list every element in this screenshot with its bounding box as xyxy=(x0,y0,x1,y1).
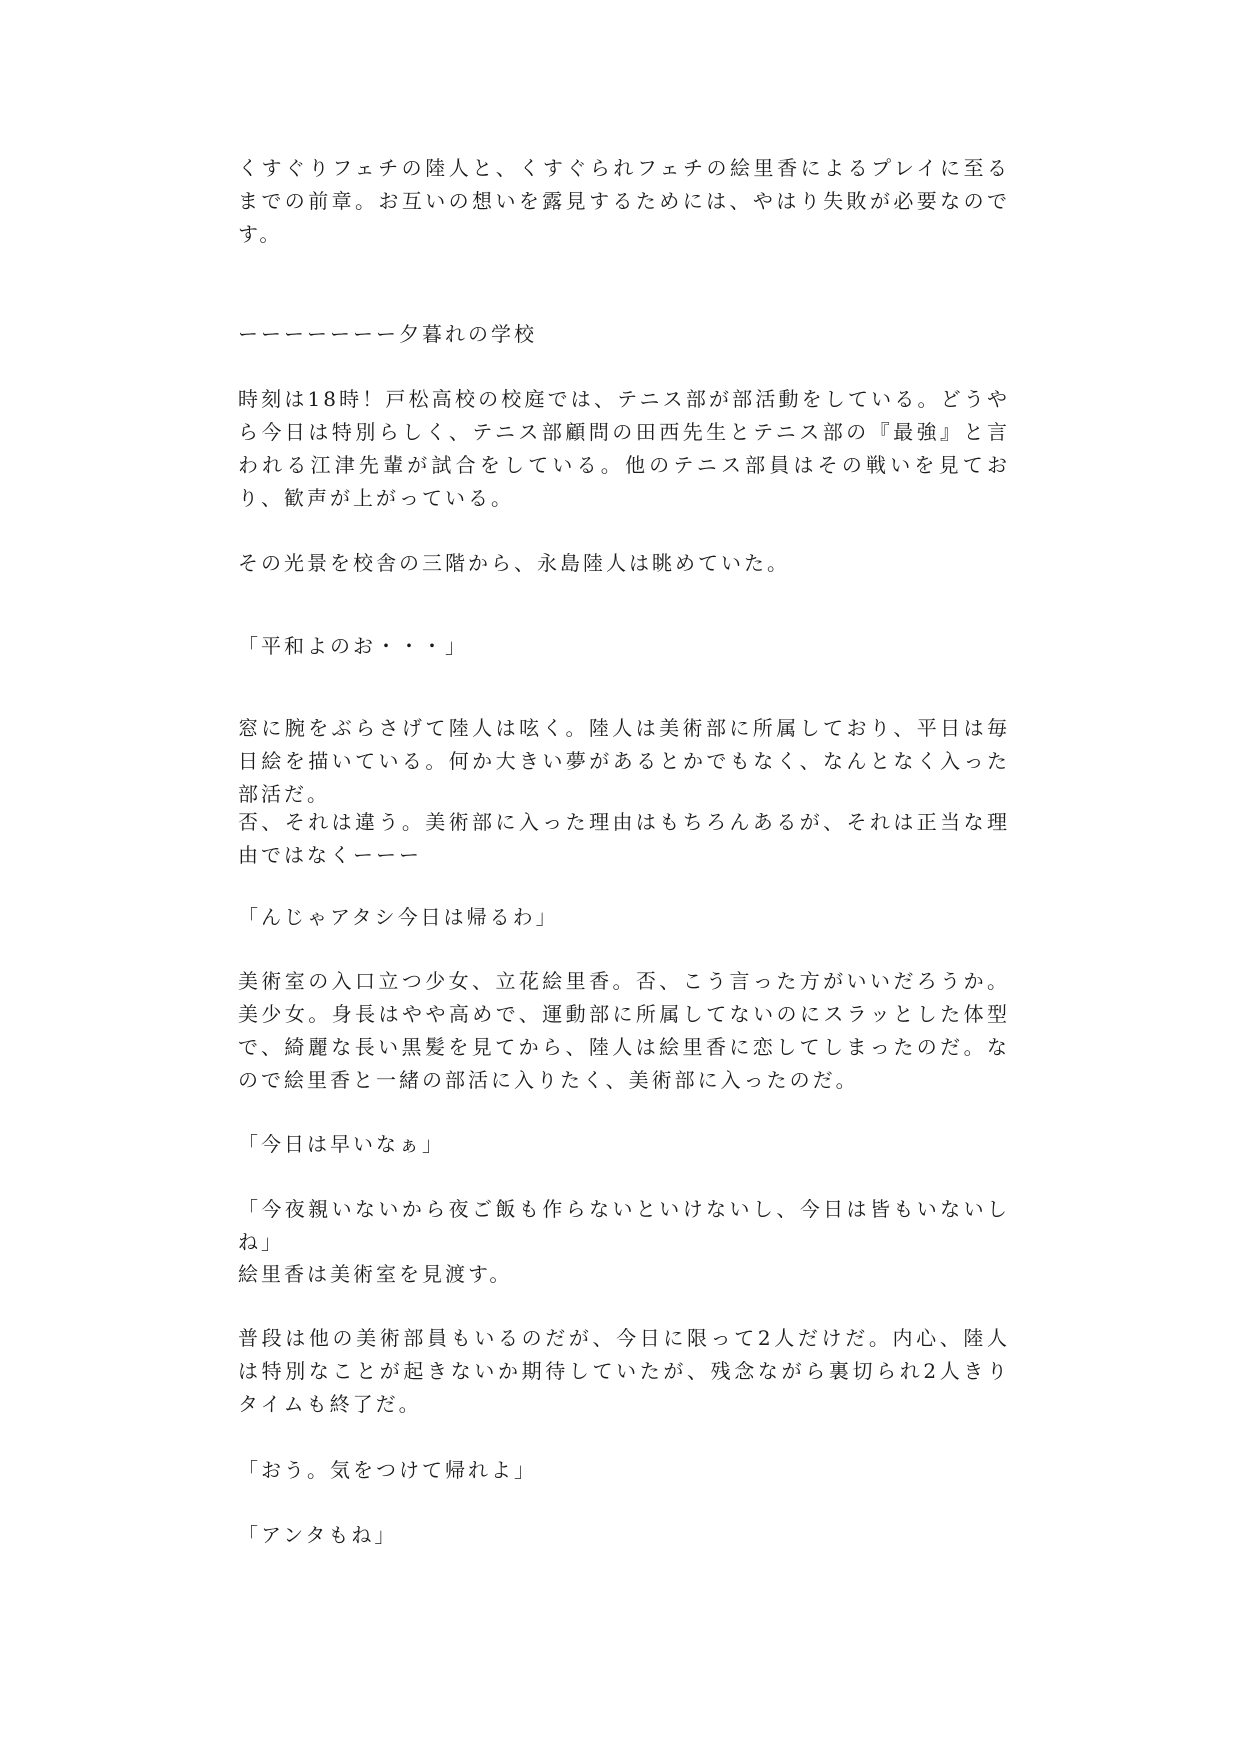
scene-heading: ーーーーーーー夕暮れの学校 xyxy=(238,322,537,346)
paragraph-two-alone: 普段は他の美術部員もいるのだが、今日に限って2人だけだ。内心、陸人は特別なことが起きないか期待していたが、残念ながら裏切られ2人きりタイムも終了だ。 xyxy=(238,1326,1010,1416)
dialogue-line: 「アンタもね」 xyxy=(238,1523,398,1547)
dialogue-line: 「今日は早いなぁ」 xyxy=(238,1132,445,1156)
dialogue-line: 「おう。気をつけて帰れよ」 xyxy=(238,1458,537,1482)
dialogue-line: 「んじゃアタシ今日は帰るわ」 xyxy=(238,905,559,929)
dialogue-line: 「平和よのお・・・」 xyxy=(238,634,468,658)
intro-paragraph: くすぐりフェチの陸人と、くすぐられフェチの絵里香によるプレイに至るまでの前章。お互いの想いを露見するためには、やはり失敗が必要なのです。 xyxy=(238,156,1010,246)
paragraph-erika: 美術室の入口立つ少女、立花絵里香。否、こう言った方がいいだろうか。美少女。身長はやや高めで、運動部に所属してないのにスラッとした体型で、綺麗な長い黒髪を見てから、陸人は絵里香に恋してしまったのだ。なので絵里香と一緒の部活に入りたく、美術部に入ったのだ。 xyxy=(238,969,1010,1092)
paragraph-watching: その光景を校舎の三階から、永島陸人は眺めていた。 xyxy=(238,551,790,575)
paragraph-art-club: 窓に腕をぶらさげて陸人は呟く。陸人は美術部に所属しており、平日は毎日絵を描いている。何か大きい夢があるとかでもなく、なんとなく入った部活だ。 xyxy=(238,716,1010,806)
paragraph-looks-around: 絵里香は美術室を見渡す。 xyxy=(238,1262,513,1286)
dialogue-line: 「今夜親いないから夜ご飯も作らないといけないし、今日は皆もいないしね」 xyxy=(238,1197,1010,1254)
paragraph-reason: 否、それは違う。美術部に入った理由はもちろんあるが、それは正当な理由ではなくーーー xyxy=(238,810,1010,867)
paragraph-tennis-match: 時刻は18時！戸松高校の校庭では、テニス部が部活動をしている。どうやら今日は特別らしく、テニス部顧問の田西先生とテニス部の『最強』と言われる江津先輩が試合をしている。他のテニス部員はその戦いを見ており、歓声が上がっている。 xyxy=(238,387,1010,510)
